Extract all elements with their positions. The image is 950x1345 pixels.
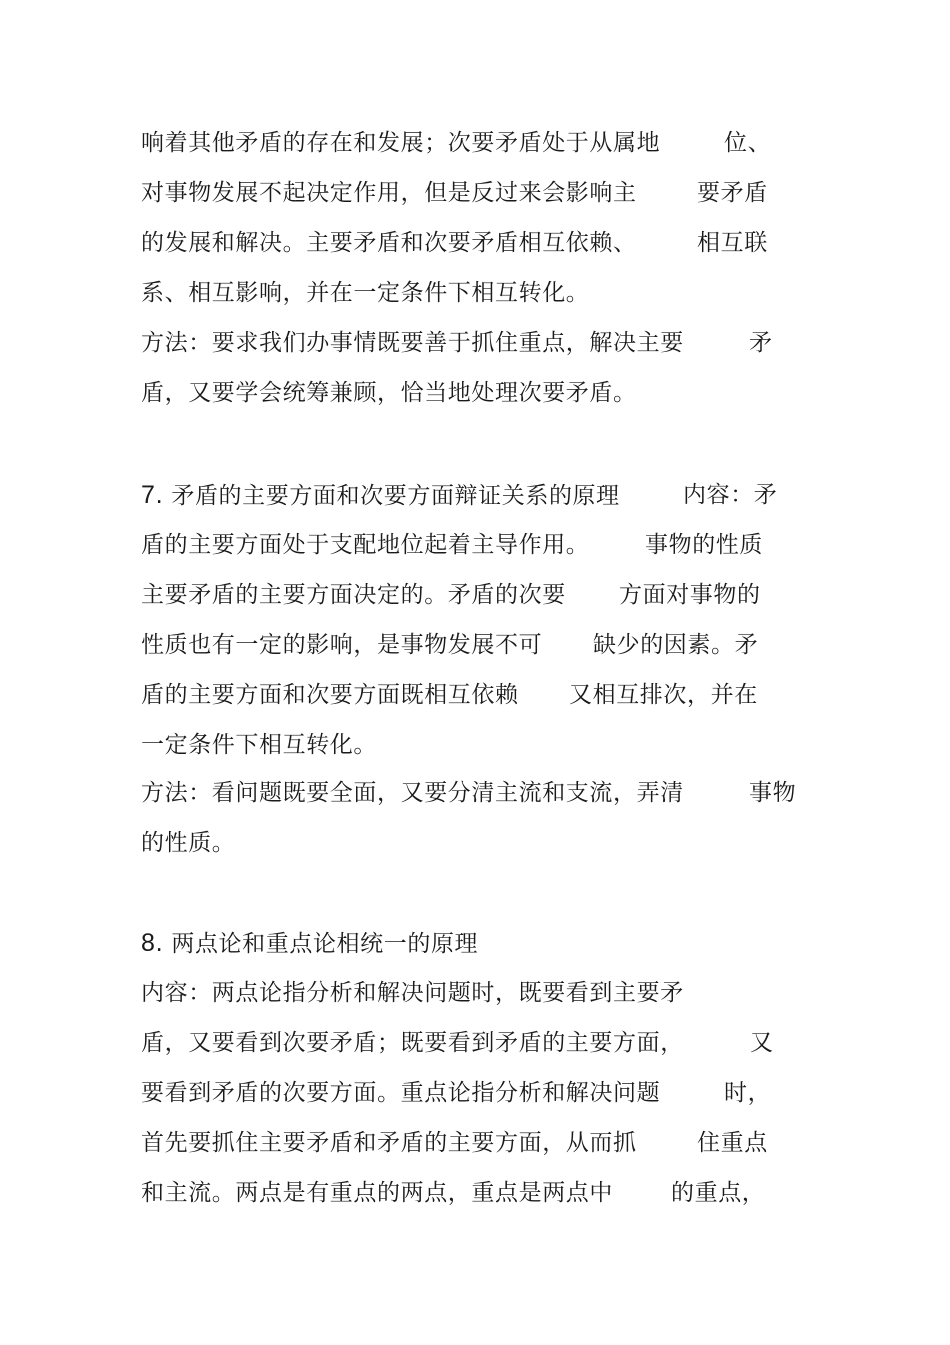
text-line	[141, 680, 758, 710]
text-segment: 住重点	[697, 1130, 768, 1156]
text-segment: 一定条件下相互转化。	[141, 732, 377, 758]
text-segment: 响着其他矛盾的存在和发展；次要矛盾处于从属地	[141, 130, 661, 156]
text-line	[141, 278, 589, 308]
text-segment: 盾的主要方面和次要方面既相互依赖	[141, 682, 519, 708]
text-line	[141, 978, 684, 1008]
text-line	[141, 178, 768, 208]
text-segment: 首先要抓住主要矛盾和矛盾的主要方面，从而抓	[141, 1130, 637, 1156]
text-line	[141, 1128, 768, 1158]
text-segment: 的性质。	[141, 830, 236, 856]
text-line	[141, 378, 637, 408]
text-segment: 内容：两点论指分析和解决问题时，既要看到主要矛	[141, 980, 684, 1006]
text-segment: 事物的性质	[645, 532, 763, 558]
text-line	[141, 1028, 774, 1058]
text-segment: 矛	[749, 330, 773, 356]
text-segment: 又相互排次，并在	[569, 682, 758, 708]
text-segment: 要矛盾	[697, 180, 768, 206]
text-segment: 时，	[724, 1080, 772, 1106]
text-segment: 相互联	[697, 230, 768, 256]
text-segment: 要看到矛盾的次要方面。重点论指分析和解决问题	[141, 1080, 661, 1106]
text-line	[141, 228, 768, 258]
text-line	[141, 730, 377, 760]
text-line	[141, 828, 235, 858]
text-segment: 方法：看问题既要全面，又要分清主流和支流，弄清	[141, 780, 684, 806]
section-number: 8	[141, 929, 156, 957]
text-segment: 盾，又要看到次要矛盾；既要看到矛盾的主要方面，	[141, 1030, 684, 1056]
text-segment: 方法：要求我们办事情既要善于抓住重点，解决主要	[141, 330, 684, 356]
text-segment: 内容：矛	[683, 482, 778, 508]
section-heading-8	[141, 928, 478, 958]
text-line	[141, 580, 761, 610]
text-segment: 又	[750, 1030, 774, 1056]
text-segment: 对事物发展不起决定作用，但是反过来会影响主	[141, 180, 637, 206]
text-segment: 方面对事物的	[619, 582, 761, 608]
section-title: . 矛盾的主要方面和次要方面辩证关系的原理	[155, 483, 620, 509]
text-segment: 系、相互影响，并在一定条件下相互转化。	[141, 280, 590, 306]
text-segment: 缺少的因素。矛	[593, 632, 759, 658]
text-line	[141, 1078, 772, 1108]
text-segment: 盾的主要方面处于支配地位起着主导作用。	[141, 532, 590, 558]
text-line	[141, 530, 763, 560]
text-segment: 和主流。两点是有重点的两点，重点是两点中	[141, 1180, 613, 1206]
text-segment: 的重点，	[671, 1180, 766, 1206]
section-number: 7	[141, 481, 156, 509]
text-line	[141, 328, 773, 358]
text-segment: 盾，又要学会统筹兼顾，恰当地处理次要矛盾。	[141, 380, 637, 406]
text-segment: 位、	[724, 130, 772, 156]
text-segment: 主要矛盾的主要方面决定的。矛盾的次要	[141, 582, 566, 608]
section-title: . 两点论和重点论相统一的原理	[155, 931, 479, 957]
text-line	[141, 128, 772, 158]
section-heading-7	[141, 480, 778, 510]
text-segment: 性质也有一定的影响，是事物发展不可	[141, 632, 543, 658]
text-line	[141, 630, 759, 660]
text-segment: 的发展和解决。主要矛盾和次要矛盾相互依赖、	[141, 230, 637, 256]
text-segment: 事物	[749, 780, 797, 806]
text-line	[141, 778, 797, 808]
text-line	[141, 1178, 766, 1208]
